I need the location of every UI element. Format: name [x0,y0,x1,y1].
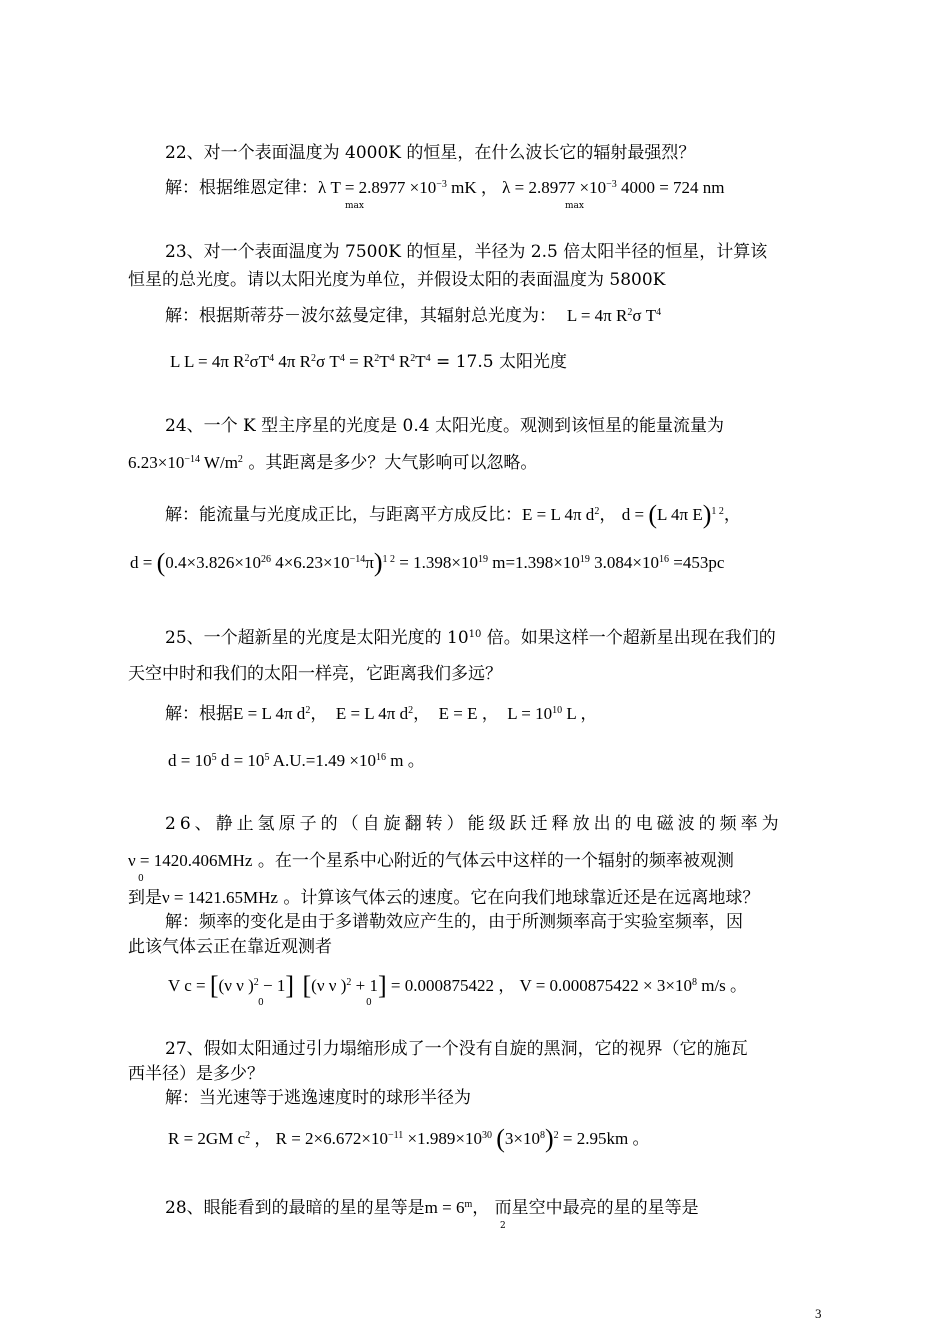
q25-question-line1: 25、一个超新星的光度是太阳光度的 $10^{10}$ 倍。如果这样一个超新星出现在我们的 [165,628,776,648]
page-number: 3 [815,1306,822,1321]
q23-formula-1: L = 4π $R^2\sigma$ $T^4$ [566,306,662,325]
q24-formula-1: E = L 4π $d^2$ [522,505,600,524]
q26-sub-0-b: 0 [258,998,264,1008]
q24-formula-2: d = (L 4π E)$^{1 2}$ [621,500,724,529]
q27-question-line2: 西半径）是多少？ [128,1064,264,1084]
q26-question-line1: 26、静止氢原子的（自旋翻转）能级跃迁释放出的电磁波的频率为 [165,814,783,834]
q24-solution: 解：能流量与光度成正比，与距离平方成反比：E = L 4π $d^2$， d = (L 4π E)$^{1 2}$， [165,500,741,529]
q23-solution [165,306,661,329]
q24-formula-3: $d = (0.4\times 3.826\times 10^{26}$ $4\times 6.23\times 10^{-14}\pi)^{1 2} = 1.398\times 10^{19}$ $m=1.398\times 10^{19}$ $3.084\times 10^{16} =453pc$ [130,548,725,577]
q23-solution-prefix: 解：根据斯蒂芬－波尔兹曼定律，其辐射总光度为： [165,306,556,326]
q23-question-line1: 23、对一个表面温度为 7500K 的恒星，半径为 2.5 倍太阳半径的恒星，计算该 [165,242,768,262]
q22-sub-max-2: max [565,201,584,211]
q26-solution-line2: 此该气体云正在靠近观测者 [128,937,332,957]
q25-solution-prefix: 解：根据 [165,704,233,724]
q22-question: 22、对一个表面温度为 4000K 的恒星，在什么波长它的辐射最强烈？ [165,143,696,163]
q25-formula-distance: $d = 10^5$ $d = 10^5$ $A.U.=1.49 \times 10^{16}$ m 。 [168,751,425,770]
q26-formula: V c = [(ν ν )$^2$ − 1] [(ν ν )$^2$ + 1] = 0.000875422 ， $V = 0.000875422 \times 3\times 10^8$ m/s 。 [168,971,748,1000]
q25-solution [165,704,597,727]
q26-question-line2: ν = 1420.406MHz 。在一个星系中心附近的气体云中这样的一个辐射的频率被观测 [128,851,734,871]
q27-formula: R = 2GM $c^2$ ， $R = 2\times 6.672\times 10^{-11} \times 1.989\times 10^{30}$ $(3\times 10^8)^2 = 2.95km$ 。 [168,1124,650,1153]
q28-question: 28、眼能看到的最暗的星的星等是$m = 6^m$， 而星空中最亮的星的星等是 [165,1198,699,1218]
q26-sub-0: 0 [138,874,144,884]
q27-question-line1: 27、假如太阳通过引力塌缩形成了一个没有自旋的黑洞，它的视界（它的施瓦 [165,1039,748,1059]
q22-sub-max-1: max [345,201,364,211]
q26-solution-line1: 解：频率的变化是由于多谱勒效应产生的，由于所测频率高于实验室频率，因 [165,912,743,932]
q26-sub-0-c: 0 [366,998,372,1008]
q23-question-line2: 恒星的总光度。请以太阳光度为单位，并假设太阳的表面温度为 5800K [128,270,666,290]
q24-question-line1: 24、一个 K 型主序星的光度是 0.4 太阳光度。观测到该恒星的能量流量为 [165,416,724,436]
q23-formula-2: L L = 4π $R^2\sigma T^4$ 4π $R^2\sigma$ $T^4 = R^2T^4$ $R^2T^4 = 17.5$ 太阳光度 [170,352,567,372]
q28-sub-2: 2 [500,1221,506,1231]
q26-question-line3: 到是ν = 1421.65MHz 。计算该气体云的速度。它在向我们地球靠近还是在远离地球？ [128,888,760,908]
q27-solution-line1: 解：当光速等于逃逸速度时的球形半径为 [165,1088,471,1108]
q25-question-line2: 天空中时和我们的太阳一样亮，它距离我们多远？ [128,664,502,684]
q24-solution-prefix: 解：能流量与光度成正比，与距离平方成反比： [165,505,522,525]
q25-formulas: E = L 4π $d^2$， E = L 4π $d^2$， E = E ， $L = 10^{10}$ L ， [233,704,598,723]
q22-wien-formula: λ $T = 2.8977 \times 10^{-3}$ mK ， $\lambda = 2.8977 \times 10^{-3}$ 4000 = 724 nm [318,178,725,197]
q24-question-line2: $6.23\times 10^{-14}$ $W/m^2$ 。其距离是多少？大气影响可以忽略。 [128,453,538,473]
q22-solution [165,178,725,201]
q22-solution-prefix: 解：根据维恩定律： [165,178,318,198]
